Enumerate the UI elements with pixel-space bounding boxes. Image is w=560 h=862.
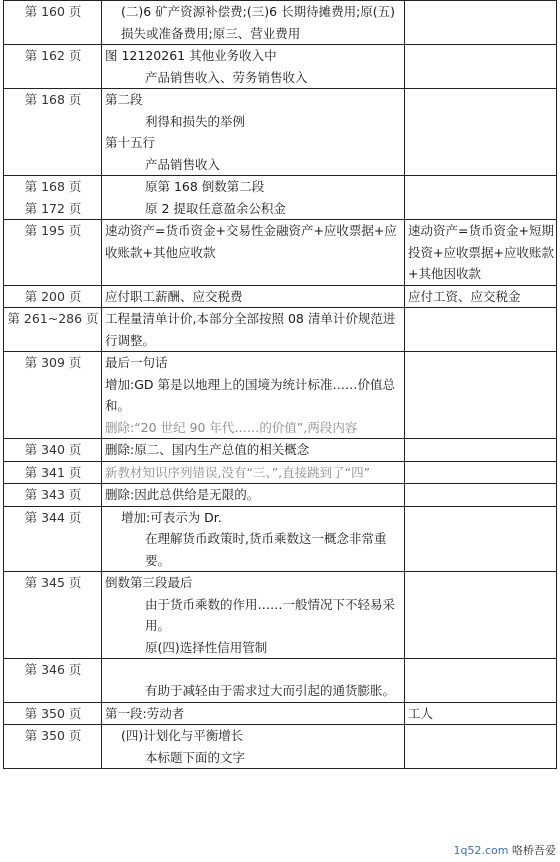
page-number-cell [4, 176, 102, 220]
content-line: 原(四)选择性信用管制 [145, 639, 268, 655]
old-content-cell [405, 506, 557, 572]
new-content-cell [102, 176, 405, 220]
page-number: 第 345 页 [24, 575, 82, 590]
content-line: (二)6 矿产资源补偿费;(三)6 长期待摊费用;原(五)损失或准备费用;原三、营业费用 [121, 4, 396, 41]
new-content-cell [102, 308, 405, 352]
old-content-cell [405, 1, 557, 45]
page-number-cell [4, 45, 102, 89]
page-number-cell [4, 725, 102, 769]
table-row [4, 572, 557, 659]
page-number-cell [4, 702, 102, 725]
page-number: 第 341 页 [24, 464, 82, 480]
page-number-cell [4, 659, 102, 703]
table-row [4, 89, 557, 176]
page-number: 第 168 页 [24, 92, 82, 107]
old-content-cell [405, 484, 557, 507]
new-content-cell [102, 572, 405, 659]
content-line: 删除:“20 世纪 90 年代……的价值”,两段内容 [105, 419, 358, 435]
watermark [454, 842, 556, 858]
revision-table-body [4, 1, 557, 769]
content-line: 在理解货币政策时,货币乘数这一概念非常重要。 [145, 531, 387, 568]
page-number: 第 343 页 [24, 487, 82, 502]
page-number: 第 261~286 页 [7, 311, 99, 326]
content-line: 增加:可表示为 Dr. [121, 509, 222, 525]
content-line: 应付工资、应交税金 [408, 288, 521, 304]
old-content-cell [405, 572, 557, 659]
content-line: 工程量清单计价,本部分全部按照 08 清单计价规范进行调整。 [105, 311, 396, 348]
page-number-cell [4, 220, 102, 286]
table-row [4, 176, 557, 220]
content-line: 第二段 [105, 92, 143, 107]
page-number-cell [4, 352, 102, 439]
table-row [4, 1, 557, 45]
content-line: 产品销售收入、劳务销售收入 [145, 69, 308, 85]
page-number-cell [4, 89, 102, 176]
old-content-cell [405, 220, 557, 286]
table-row [4, 285, 557, 308]
page-number-cell [4, 285, 102, 308]
content-line: 倒数第三段最后 [105, 575, 193, 590]
page-number: 第 350 页 [24, 705, 82, 721]
old-content-cell [405, 702, 557, 725]
page-number: 第 346 页 [24, 662, 82, 677]
content-line: 应付职工薪酬、应交税费 [105, 288, 243, 304]
page-number: 第 172 页 [24, 200, 82, 216]
content-line: 图 12120261 其他业务收入中 [105, 48, 277, 63]
page-number: 第 340 页 [24, 442, 82, 457]
content-line: 新教材知识序列错误,没有“三、”,直接跳到了“四” [105, 464, 371, 480]
new-content-cell [102, 285, 405, 308]
table-row [4, 461, 557, 484]
content-line: 产品销售收入 [145, 156, 221, 172]
old-content-cell [405, 308, 557, 352]
new-content-cell [102, 352, 405, 439]
table-row [4, 506, 557, 572]
page-number-cell [4, 1, 102, 45]
content-line: 删除:因此总供给是无限的。 [105, 487, 260, 502]
page-number-cell [4, 308, 102, 352]
new-content-cell [102, 659, 405, 703]
page-number: 第 344 页 [24, 509, 82, 525]
content-line: 速动资产=货币资金+短期投资+应收票据+应收账款+其他因收款 [408, 223, 554, 281]
table-row [4, 439, 557, 462]
table-row [4, 725, 557, 769]
revision-table [3, 0, 557, 769]
content-line: 工人 [408, 705, 434, 721]
page-number: 第 160 页 [24, 4, 82, 19]
old-content-cell [405, 89, 557, 176]
table-row [4, 352, 557, 439]
new-content-cell [102, 45, 405, 89]
page-number: 第 168 页 [24, 179, 82, 194]
watermark-site: 1q52.com [453, 844, 509, 857]
table-row [4, 220, 557, 286]
watermark-brand: 咯桥吾爱 [512, 844, 556, 857]
new-content-cell [102, 702, 405, 725]
old-content-cell [405, 461, 557, 484]
content-line: 删除:原二、国内生产总值的相关概念 [105, 442, 310, 457]
content-line: 最后一句话 [105, 355, 168, 370]
new-content-cell [102, 461, 405, 484]
old-content-cell [405, 45, 557, 89]
content-line [105, 659, 402, 680]
content-line: (四)计划化与平衡增长 [121, 728, 244, 743]
new-content-cell [102, 220, 405, 286]
page-number-cell [4, 572, 102, 659]
old-content-cell [405, 659, 557, 703]
old-content-cell [405, 176, 557, 220]
old-content-cell [405, 725, 557, 769]
content-line: 有助于减轻由于需求过大而引起的通货膨胀。 [145, 683, 396, 698]
page-number: 第 350 页 [24, 728, 82, 743]
table-row [4, 308, 557, 352]
content-line: 增加:GD 第是以地理上的国境为统计标准……价值总和。 [105, 376, 395, 413]
page-number-cell [4, 461, 102, 484]
page-number: 第 162 页 [24, 48, 82, 63]
content-line: 速动资产=货币资金+交易性金融资产+应收票据+应收账款+其他应收款 [105, 223, 397, 260]
old-content-cell [405, 285, 557, 308]
content-line: 由于货币乘数的作用……一般情况下不轻易采用。 [145, 596, 396, 633]
content-line: 原第 168 倒数第二段 [145, 179, 265, 194]
page-number-cell [4, 506, 102, 572]
page-number-cell [4, 439, 102, 462]
table-row [4, 659, 557, 703]
new-content-cell [102, 725, 405, 769]
new-content-cell [102, 439, 405, 462]
document-page [3, 0, 556, 769]
new-content-cell [102, 506, 405, 572]
page-number-cell [4, 484, 102, 507]
content-line: 第十五行 [105, 135, 156, 150]
table-row [4, 484, 557, 507]
content-line: 原 2 提取任意盈余公积金 [145, 200, 286, 216]
new-content-cell [102, 484, 405, 507]
old-content-cell [405, 439, 557, 462]
new-content-cell [102, 89, 405, 176]
page-number: 第 200 页 [24, 288, 82, 304]
old-content-cell [405, 352, 557, 439]
page-number: 第 309 页 [24, 355, 82, 370]
content-line: 第一段:劳动者 [105, 705, 185, 721]
new-content-cell [102, 1, 405, 45]
table-row [4, 45, 557, 89]
content-line: 利得和损失的举例 [145, 113, 246, 129]
table-row [4, 702, 557, 725]
content-line: 本标题下面的文字 [145, 749, 246, 765]
page-number: 第 195 页 [24, 223, 82, 238]
